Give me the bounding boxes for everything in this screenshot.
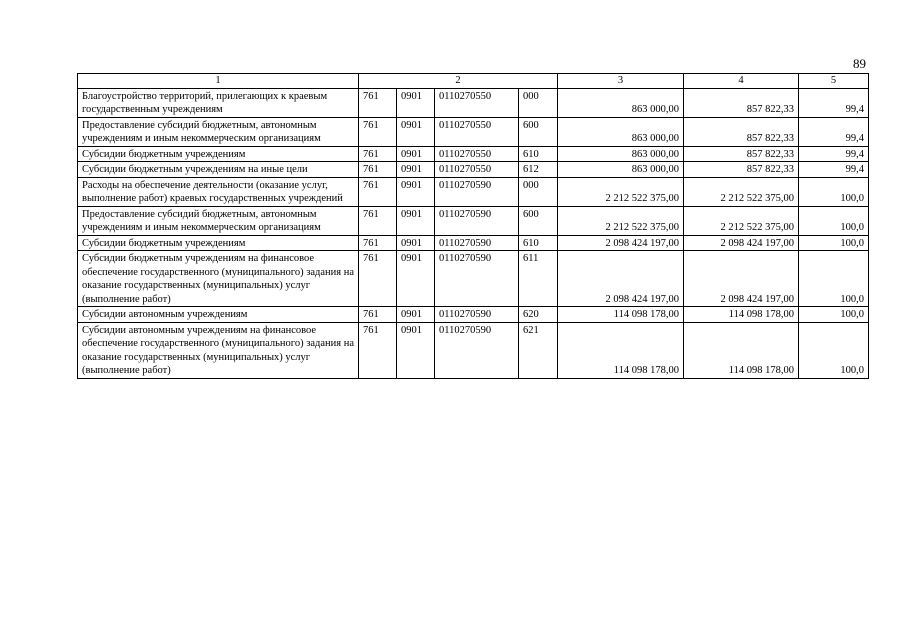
- row-name: Предоставление субсидий бюджетным, автономным учреждениям и иным некоммерческим организациям: [78, 206, 359, 235]
- row-target-code: 0110270590: [435, 307, 519, 323]
- row-type-code: 621: [519, 322, 558, 378]
- row-actual-amount: 2 098 424 197,00: [684, 251, 799, 307]
- row-percent: 100,0: [799, 235, 869, 251]
- row-actual-amount: 114 098 178,00: [684, 307, 799, 323]
- row-type-code: 612: [519, 162, 558, 178]
- row-actual-amount: 857 822,33: [684, 146, 799, 162]
- row-percent: 100,0: [799, 177, 869, 206]
- row-section-code: 0901: [397, 322, 435, 378]
- row-ministry-code: 761: [359, 117, 397, 146]
- header-col-5: 5: [799, 74, 869, 89]
- row-type-code: 600: [519, 206, 558, 235]
- row-ministry-code: 761: [359, 235, 397, 251]
- row-type-code: 000: [519, 88, 558, 117]
- row-target-code: 0110270590: [435, 322, 519, 378]
- row-section-code: 0901: [397, 235, 435, 251]
- row-percent: 99,4: [799, 146, 869, 162]
- row-ministry-code: 761: [359, 162, 397, 178]
- row-ministry-code: 761: [359, 146, 397, 162]
- row-name: Субсидии бюджетным учреждениям: [78, 146, 359, 162]
- row-actual-amount: 2 098 424 197,00: [684, 235, 799, 251]
- table-row: [78, 177, 869, 206]
- table-row: [78, 206, 869, 235]
- table-row: [78, 162, 869, 178]
- row-type-code: 611: [519, 251, 558, 307]
- row-actual-amount: 857 822,33: [684, 162, 799, 178]
- row-name: Субсидии бюджетным учреждениям: [78, 235, 359, 251]
- row-type-code: 610: [519, 146, 558, 162]
- row-plan-amount: 114 098 178,00: [558, 322, 684, 378]
- row-percent: 100,0: [799, 206, 869, 235]
- row-name: Благоустройство территорий, прилегающих к краевым государственным учреждениям: [78, 88, 359, 117]
- row-actual-amount: 2 212 522 375,00: [684, 177, 799, 206]
- table-header-row: [78, 74, 869, 89]
- table-row: [78, 322, 869, 378]
- header-col-4: 4: [684, 74, 799, 89]
- row-name: Субсидии бюджетным учреждениям на иные цели: [78, 162, 359, 178]
- page-number: 89: [853, 56, 866, 71]
- row-section-code: 0901: [397, 307, 435, 323]
- table-row: [78, 251, 869, 307]
- row-plan-amount: 2 098 424 197,00: [558, 235, 684, 251]
- row-target-code: 0110270550: [435, 162, 519, 178]
- header-col-3: 3: [558, 74, 684, 89]
- row-percent: 99,4: [799, 117, 869, 146]
- row-type-code: 620: [519, 307, 558, 323]
- row-type-code: 610: [519, 235, 558, 251]
- row-plan-amount: 863 000,00: [558, 117, 684, 146]
- row-section-code: 0901: [397, 117, 435, 146]
- row-actual-amount: 114 098 178,00: [684, 322, 799, 378]
- row-name: Расходы на обеспечение деятельности (оказание услуг, выполнение работ) краевых государственных учреждений: [78, 177, 359, 206]
- row-ministry-code: 761: [359, 251, 397, 307]
- table-row: [78, 307, 869, 323]
- row-percent: 100,0: [799, 251, 869, 307]
- row-actual-amount: 857 822,33: [684, 88, 799, 117]
- row-ministry-code: 761: [359, 88, 397, 117]
- row-name: Субсидии автономным учреждениям: [78, 307, 359, 323]
- row-ministry-code: 761: [359, 322, 397, 378]
- budget-table: [77, 73, 869, 379]
- table-row: [78, 146, 869, 162]
- row-section-code: 0901: [397, 206, 435, 235]
- header-col-2: 2: [359, 74, 558, 89]
- row-plan-amount: 863 000,00: [558, 146, 684, 162]
- row-target-code: 0110270590: [435, 177, 519, 206]
- row-section-code: 0901: [397, 251, 435, 307]
- row-section-code: 0901: [397, 146, 435, 162]
- row-actual-amount: 857 822,33: [684, 117, 799, 146]
- row-target-code: 0110270590: [435, 251, 519, 307]
- row-name: Предоставление субсидий бюджетным, автономным учреждениям и иным некоммерческим организациям: [78, 117, 359, 146]
- row-plan-amount: 2 212 522 375,00: [558, 177, 684, 206]
- table-row: [78, 235, 869, 251]
- row-type-code: 600: [519, 117, 558, 146]
- row-ministry-code: 761: [359, 206, 397, 235]
- row-target-code: 0110270550: [435, 88, 519, 117]
- row-section-code: 0901: [397, 162, 435, 178]
- row-section-code: 0901: [397, 177, 435, 206]
- row-plan-amount: 114 098 178,00: [558, 307, 684, 323]
- row-target-code: 0110270550: [435, 117, 519, 146]
- row-actual-amount: 2 212 522 375,00: [684, 206, 799, 235]
- table-row: [78, 117, 869, 146]
- table-row: [78, 88, 869, 117]
- row-plan-amount: 863 000,00: [558, 162, 684, 178]
- row-percent: 100,0: [799, 307, 869, 323]
- row-percent: 99,4: [799, 162, 869, 178]
- row-target-code: 0110270590: [435, 235, 519, 251]
- row-target-code: 0110270590: [435, 206, 519, 235]
- row-type-code: 000: [519, 177, 558, 206]
- row-plan-amount: 2 098 424 197,00: [558, 251, 684, 307]
- row-plan-amount: 863 000,00: [558, 88, 684, 117]
- row-plan-amount: 2 212 522 375,00: [558, 206, 684, 235]
- row-target-code: 0110270550: [435, 146, 519, 162]
- row-section-code: 0901: [397, 88, 435, 117]
- row-name: Субсидии автономным учреждениям на финансовое обеспечение государственного (муниципального) задания на оказание государственных (муниципальных) услуг (выполнение работ): [78, 322, 359, 378]
- row-name: Субсидии бюджетным учреждениям на финансовое обеспечение государственного (муниципального) задания на оказание государственных (муниципальных) услуг (выполнение работ): [78, 251, 359, 307]
- row-ministry-code: 761: [359, 307, 397, 323]
- header-col-1: 1: [78, 74, 359, 89]
- row-percent: 100,0: [799, 322, 869, 378]
- row-ministry-code: 761: [359, 177, 397, 206]
- row-percent: 99,4: [799, 88, 869, 117]
